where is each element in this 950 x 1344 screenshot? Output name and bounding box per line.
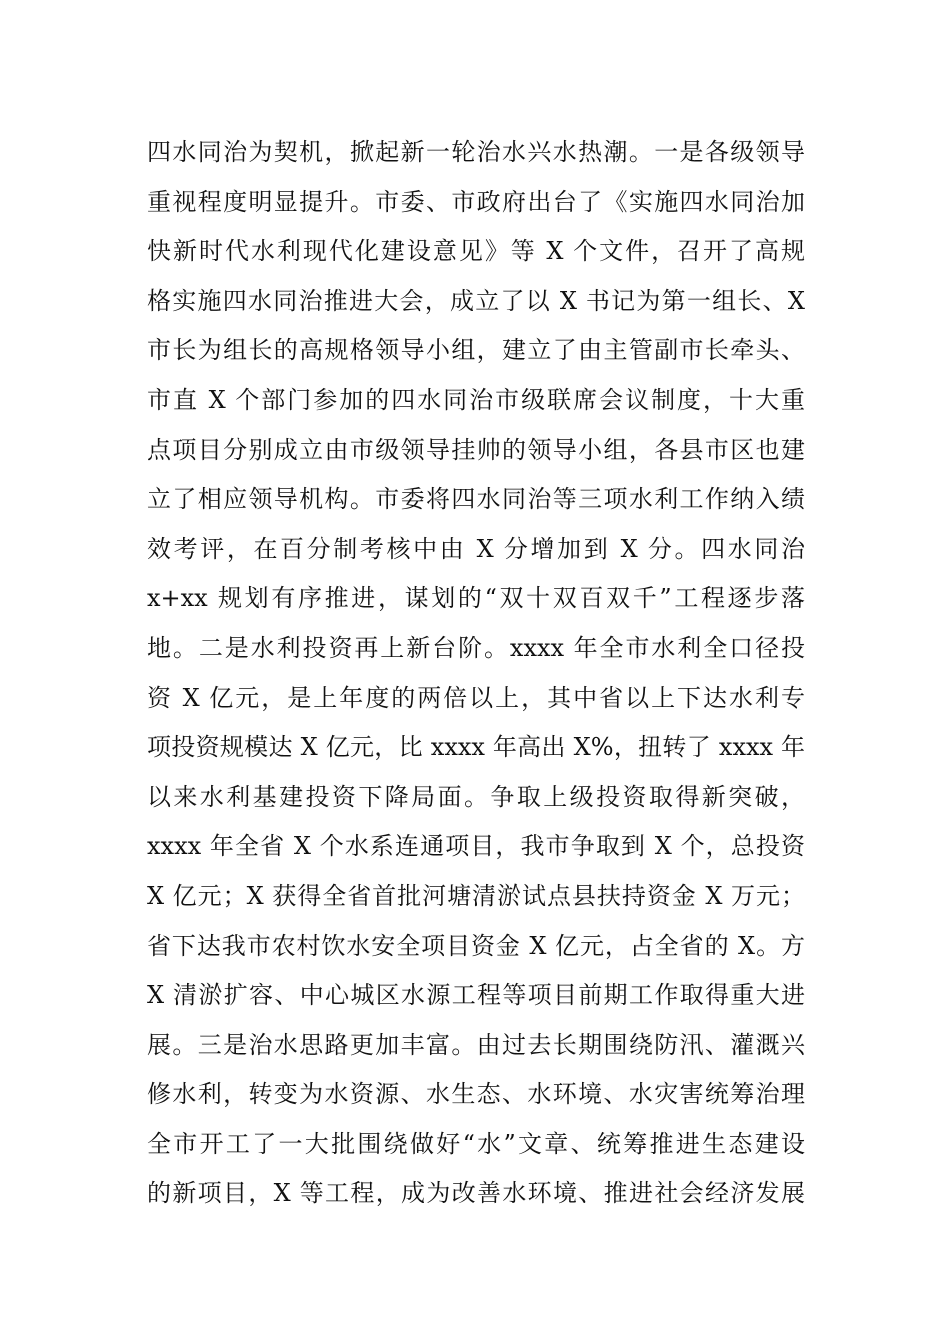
text-line: 立了相应领导机构。市委将四水同治等三项水利工作纳入绩 — [147, 485, 805, 514]
text-line: 快新时代水利现代化建设意见》等 X 个文件，召开了高规 — [147, 237, 805, 266]
text-line: 全市开工了一大批围绕做好“水”文章、统筹推进生态建设 — [147, 1129, 805, 1158]
text-line: 市长为组长的高规格领导小组，建立了由主管副市长牵头、 — [147, 336, 805, 365]
text-line: 展。三是治水思路更加丰富。由过去长期围绕防汛、灌溉兴 — [147, 1030, 805, 1059]
text-line: 省下达我市农村饮水安全项目资金 X 亿元，占全省的 X。方 — [147, 931, 805, 960]
text-line: 地。二是水利投资再上新台阶。xxxx 年全市水利全口径投 — [147, 633, 805, 662]
text-line: X 清淤扩容、中心城区水源工程等项目前期工作取得重大进 — [147, 981, 805, 1010]
text-line: 资 X 亿元，是上年度的两倍以上，其中省以上下达水利专 — [147, 683, 805, 712]
text-line: 重视程度明显提升。市委、市政府出台了《实施四水同治加 — [147, 187, 805, 216]
text-line: 修水利，转变为水资源、水生态、水环境、水灾害统筹治理 — [147, 1080, 805, 1109]
text-line: 四水同治为契机，掀起新一轮治水兴水热潮。一是各级领导 — [147, 138, 805, 166]
text-line: 点项目分别成立由市级领导挂帅的领导小组，各县市区也建 — [147, 435, 805, 464]
body-text — [147, 128, 805, 1219]
text-line: 项投资规模达 X 亿元，比 xxxx 年高出 X%，扭转了 xxxx 年 — [147, 733, 805, 762]
text-line: 的新项目，X 等工程，成为改善水环境、推进社会经济发展 — [147, 1179, 805, 1208]
text-line: 效考评，在百分制考核中由 X 分增加到 X 分。四水同治 — [147, 534, 805, 563]
text-line: xxxx 年全省 X 个水系连通项目，我市争取到 X 个，总投资 — [147, 832, 805, 861]
text-line: X 亿元；X 获得全省首批河塘清淤试点县扶持资金 X 万元； — [147, 881, 805, 910]
text-line: 格实施四水同治推进大会，成立了以 X 书记为第一组长、X — [147, 286, 805, 315]
text-line: 市直 X 个部门参加的四水同治市级联席会议制度，十大重 — [147, 385, 805, 414]
text-line: x+xx 规划有序推进，谋划的“双十双百双千”工程逐步落 — [147, 584, 805, 613]
text-line: 以来水利基建投资下降局面。争取上级投资取得新突破， — [147, 782, 805, 811]
